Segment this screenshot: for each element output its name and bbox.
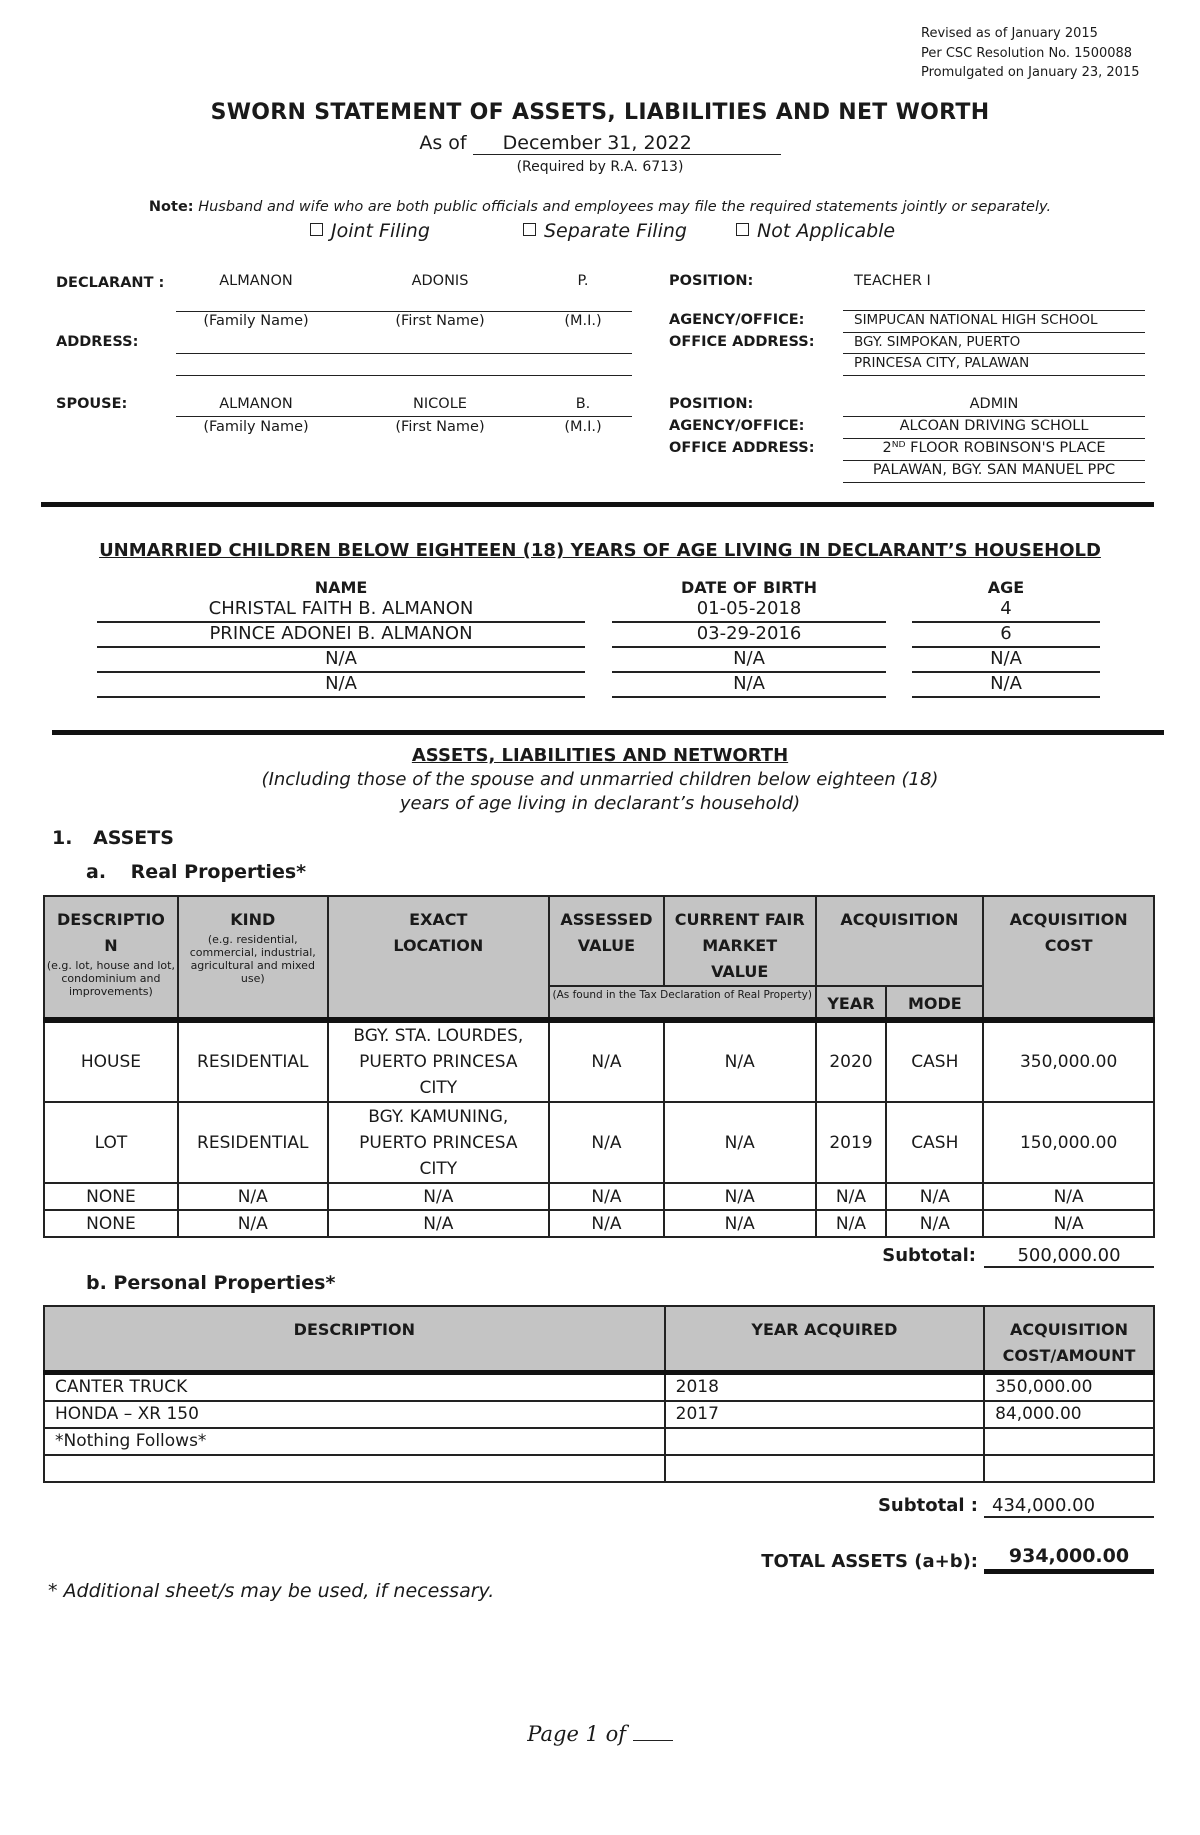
personal-cost: 84,000.00	[984, 1401, 1154, 1428]
mi-caption: (M.I.)	[564, 419, 602, 435]
checkbox-icon[interactable]	[310, 223, 323, 236]
not-applicable-label: Not Applicable	[757, 220, 896, 242]
acquisition-cost: 350,000.00	[983, 1020, 1154, 1102]
assessed-value: N/A	[549, 1183, 664, 1210]
checkbox-icon[interactable]	[523, 223, 536, 236]
declarant-first-name: ADONIS	[411, 273, 469, 289]
spouse-office-address-label: OFFICE ADDRESS:	[669, 440, 815, 456]
table-row	[44, 1020, 1154, 1102]
personal-subtotal-value: 434,000.00	[984, 1495, 1154, 1518]
property-location: N/A	[328, 1210, 549, 1237]
acquisition-mode: N/A	[886, 1210, 983, 1237]
personal-year: 2017	[665, 1401, 984, 1428]
divider	[843, 375, 1145, 376]
joint-filing-option[interactable]	[310, 220, 430, 242]
property-kind: RESIDENTIAL	[178, 1102, 328, 1183]
kind-header: KIND (e.g. residential, commercial, industrial, agricultural and mixed use)	[178, 896, 328, 1020]
table-row	[44, 1428, 1154, 1455]
kind-header-note: (e.g. residential, commercial, industrial, agricultural and mixed use)	[189, 933, 316, 985]
total-assets-value: 934,000.00	[984, 1545, 1154, 1574]
table-row	[44, 1401, 1154, 1428]
child-name: N/A	[97, 648, 585, 673]
page-number	[0, 1722, 1200, 1746]
personal-year: 2018	[665, 1372, 984, 1401]
fair-market-value: N/A	[664, 1210, 816, 1237]
revision-line: Revised as of January 2015	[921, 26, 1098, 41]
divider	[843, 416, 1145, 417]
location-header: EXACT LOCATION	[328, 896, 549, 1020]
property-description: LOT	[44, 1102, 178, 1183]
assets-subtitle: years of age living in declarant’s household)	[399, 793, 801, 814]
child-dob: 01-05-2018	[612, 598, 886, 623]
declarant-agency: SIMPUCAN NATIONAL HIGH SCHOOL	[854, 312, 1098, 328]
real-label: Real Properties*	[130, 861, 307, 883]
personal-properties-table	[43, 1305, 1155, 1483]
fair-market-value: N/A	[664, 1183, 816, 1210]
property-description: HOUSE	[44, 1020, 178, 1102]
desc-header-note: (e.g. lot, house and lot, condominium and improvements)	[46, 959, 175, 998]
personal-description: *Nothing Follows*	[44, 1428, 665, 1455]
property-description: NONE	[44, 1183, 178, 1210]
personal-cost-header: ACQUISITION COST/AMOUNT	[984, 1306, 1154, 1372]
divider	[843, 353, 1145, 354]
total-assets-label: TOTAL ASSETS (a+b):	[761, 1551, 978, 1572]
real-subtotal-value: 500,000.00	[984, 1245, 1154, 1268]
child-age: 4	[912, 598, 1100, 623]
assessed-value: N/A	[549, 1020, 664, 1102]
table-row	[44, 1183, 1154, 1210]
children-heading: UNMARRIED CHILDREN BELOW EIGHTEEN (18) YEARS OF AGE LIVING IN DECLARANT’S HOUSEHOLD	[99, 540, 1101, 561]
revision-note	[921, 24, 1139, 83]
address-line	[176, 353, 632, 354]
real-properties-table	[43, 895, 1155, 1238]
acquisition-cost: N/A	[983, 1183, 1154, 1210]
agency-label: AGENCY/OFFICE:	[669, 312, 805, 328]
separate-filing-label: Separate Filing	[544, 220, 687, 242]
personal-year	[665, 1428, 984, 1455]
child-dob: N/A	[612, 648, 886, 673]
personal-cost	[984, 1455, 1154, 1482]
mode-header: MODE	[886, 986, 983, 1020]
table-header-row	[44, 1306, 1154, 1372]
personal-properties-title: b. Personal Properties*	[86, 1272, 336, 1294]
revision-line: Promulgated on January 23, 2015	[921, 65, 1140, 80]
acquisition-mode: CASH	[886, 1020, 983, 1102]
assessed-value: N/A	[549, 1210, 664, 1237]
spouse-position-label: POSITION:	[669, 396, 754, 412]
declarant-office-address: BGY. SIMPOKAN, PUERTO	[854, 334, 1021, 350]
note-label: Note:	[148, 199, 194, 215]
as-of-date: December 31, 2022	[473, 132, 781, 155]
spouse-agency-label: AGENCY/OFFICE:	[669, 418, 805, 434]
property-location: BGY. KAMUNING, PUERTO PRINCESA CITY	[328, 1102, 549, 1183]
child-name: N/A	[97, 673, 585, 698]
table-header-row	[44, 896, 1154, 986]
family-name-caption: (Family Name)	[203, 419, 309, 435]
child-dob-column	[612, 598, 886, 698]
spouse-family-name: ALMANON	[219, 396, 293, 412]
assets-title	[52, 827, 174, 849]
spouse-label: SPOUSE:	[56, 396, 128, 412]
divider	[176, 416, 632, 417]
divider	[843, 438, 1145, 439]
child-name: PRINCE ADONEI B. ALMANON	[97, 623, 585, 648]
address-label: ADDRESS:	[56, 334, 139, 350]
declarant-mi: P.	[577, 273, 589, 289]
fair-market-value: N/A	[664, 1102, 816, 1183]
divider	[843, 460, 1145, 461]
section-divider	[41, 502, 1154, 507]
assessed-value: N/A	[549, 1102, 664, 1183]
assessed-header: ASSESSED VALUE	[549, 896, 664, 986]
acquisition-cost: N/A	[983, 1210, 1154, 1237]
personal-subtotal-label: Subtotal :	[877, 1495, 978, 1516]
address-line	[176, 375, 632, 376]
acquisition-mode: N/A	[886, 1183, 983, 1210]
spouse-first-name: NICOLE	[413, 396, 467, 412]
personal-cost	[984, 1428, 1154, 1455]
position-label: POSITION:	[669, 273, 754, 289]
divider	[843, 482, 1145, 483]
required-by: (Required by R.A. 6713)	[516, 159, 684, 175]
tax-declaration-note: (As found in the Tax Declaration of Real Property)	[549, 986, 816, 1020]
spouse-office-address: 2ᴺᴰ FLOOR ROBINSON'S PLACE	[882, 440, 1106, 456]
table-row	[44, 1455, 1154, 1482]
desc-header: DESCRIPTIO N (e.g. lot, house and lot, condominium and improvements)	[44, 896, 178, 1020]
child-dob: N/A	[612, 673, 886, 698]
property-kind: RESIDENTIAL	[178, 1020, 328, 1102]
assets-label: ASSETS	[93, 827, 174, 849]
declarant-office-address: PRINCESA CITY, PALAWAN	[854, 355, 1030, 371]
personal-description: HONDA – XR 150	[44, 1401, 665, 1428]
acquisition-year: 2019	[816, 1102, 887, 1183]
divider	[176, 311, 632, 312]
table-row	[44, 1102, 1154, 1183]
revision-line: Per CSC Resolution No. 1500088	[921, 45, 1133, 61]
acquisition-cost: 150,000.00	[983, 1102, 1154, 1183]
document-title: SWORN STATEMENT OF ASSETS, LIABILITIES AND NET WORTH	[210, 100, 990, 125]
acquisition-mode: CASH	[886, 1102, 983, 1183]
spouse-position: ADMIN	[969, 396, 1019, 412]
personal-desc-header: DESCRIPTION	[44, 1306, 665, 1372]
page-total-blank	[633, 1740, 673, 1741]
acquisition-header: ACQUISITION	[816, 896, 984, 986]
first-name-caption: (First Name)	[395, 313, 485, 329]
child-name-column	[97, 598, 585, 698]
real-subtotal-label: Subtotal:	[882, 1245, 976, 1266]
footnote: * Additional sheet/s may be used, if necessary.	[48, 1580, 495, 1602]
assets-number: 1.	[52, 827, 73, 849]
assets-subtitle: (Including those of the spouse and unmarried children below eighteen (18)	[261, 769, 939, 790]
personal-description	[44, 1455, 665, 1482]
as-of-label: As of	[419, 132, 467, 154]
page-label: Page 1 of	[527, 1722, 627, 1746]
spouse-agency: ALCOAN DRIVING SCHOLL	[899, 418, 1089, 434]
property-location: N/A	[328, 1183, 549, 1210]
child-age: N/A	[912, 673, 1100, 698]
separate-filing-option[interactable]	[523, 220, 687, 242]
divider	[843, 310, 1145, 311]
office-address-label: OFFICE ADDRESS:	[669, 334, 815, 350]
child-age-header: AGE	[987, 578, 1025, 597]
spouse-office-address: PALAWAN, BGY. SAN MANUEL PPC	[872, 462, 1116, 478]
child-dob-header: DATE OF BIRTH	[681, 578, 817, 597]
real-letter: a.	[86, 861, 107, 883]
table-row	[44, 1210, 1154, 1237]
joint-filing-label: Joint Filing	[331, 220, 430, 242]
declarant-label: DECLARANT :	[56, 275, 165, 291]
child-age: N/A	[912, 648, 1100, 673]
personal-description: CANTER TRUCK	[44, 1372, 665, 1401]
divider	[843, 332, 1145, 333]
declarant-family-name: ALMANON	[219, 273, 293, 289]
declarant-position: TEACHER I	[854, 273, 931, 289]
assets-heading: ASSETS, LIABILITIES AND NETWORTH	[411, 745, 789, 766]
personal-year	[665, 1455, 984, 1482]
property-description: NONE	[44, 1210, 178, 1237]
child-name: CHRISTAL FAITH B. ALMANON	[97, 598, 585, 623]
child-name-header: NAME	[314, 578, 368, 597]
property-kind: N/A	[178, 1210, 328, 1237]
child-age-column	[912, 598, 1100, 698]
note-text: Husband and wife who are both public officials and employees may file the required statements jointly or separately.	[198, 199, 1052, 215]
child-dob: 03-29-2016	[612, 623, 886, 648]
fair-value-header: CURRENT FAIR MARKET VALUE	[664, 896, 816, 986]
spouse-mi: B.	[575, 396, 591, 412]
personal-year-header: YEAR ACQUIRED	[665, 1306, 984, 1372]
first-name-caption: (First Name)	[395, 419, 485, 435]
checkbox-icon[interactable]	[736, 223, 749, 236]
as-of-line	[0, 132, 1200, 155]
table-row	[44, 1372, 1154, 1401]
property-kind: N/A	[178, 1183, 328, 1210]
real-properties-title	[86, 861, 306, 883]
family-name-caption: (Family Name)	[203, 313, 309, 329]
acquisition-year: N/A	[816, 1183, 887, 1210]
year-header: YEAR	[816, 986, 887, 1020]
section-divider	[52, 730, 1164, 735]
cost-header: ACQUISITION COST	[983, 896, 1154, 1020]
mi-caption: (M.I.)	[564, 313, 602, 329]
acquisition-year: 2020	[816, 1020, 887, 1102]
personal-cost: 350,000.00	[984, 1372, 1154, 1401]
filing-note	[0, 199, 1200, 215]
acquisition-year: N/A	[816, 1210, 887, 1237]
child-age: 6	[912, 623, 1100, 648]
not-applicable-option[interactable]	[736, 220, 895, 242]
fair-market-value: N/A	[664, 1020, 816, 1102]
property-location: BGY. STA. LOURDES, PUERTO PRINCESA CITY	[328, 1020, 549, 1102]
